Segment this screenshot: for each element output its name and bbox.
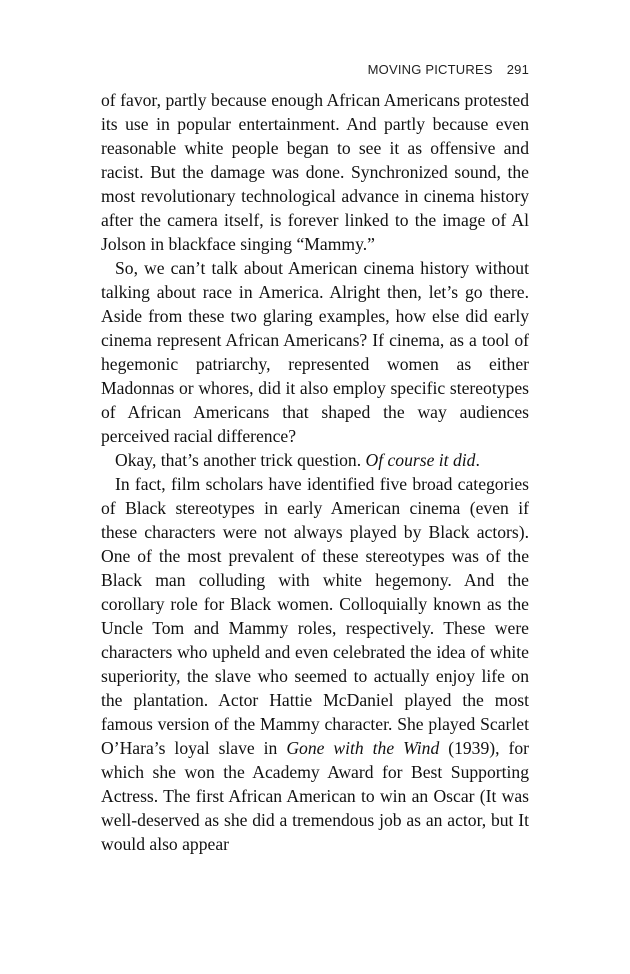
paragraph (101, 448, 529, 472)
paragraph-text: . (475, 450, 480, 470)
italic-emphasis: Of course it did (365, 450, 476, 470)
film-title: Gone with the Wind (286, 738, 440, 758)
paragraph-text: So, we can’t talk about American cinema history without talking about race in America. Alright then, let’s go there. Aside from these two glaring examples, how else did early cinema represent African Americans? If cinema, as a tool of hegemonic patriarchy, represented women as either Madonnas or whores, did it also employ specific stereotypes of African Americans that shaped the way audiences perceived racial difference? (101, 258, 529, 446)
paragraph-text: (1939), for which she won the Academy Award for Best Supporting Actress. The first African American to win an Oscar (It was well-deserved as she did a tremendous job as an actor, but It would also appear (101, 738, 529, 854)
paragraph (101, 256, 529, 448)
body-text (101, 88, 529, 856)
paragraph-text: of favor, partly because enough African Americans protested its use in popular entertainment. And partly because even reasonable white people began to see it as offensive and racist. But the damage was done. Synchronized sound, the most revolutionary technological advance in cinema history after the camera itself, is forever linked to the image of Al Jolson in blackface singing “Mammy.” (101, 90, 529, 254)
running-title: MOVING PICTURES (367, 62, 493, 77)
page-number: 291 (506, 62, 529, 77)
paragraph (101, 88, 529, 256)
paragraph-text: In fact, film scholars have identified five broad categories of Black stereotypes in early American cinema (even if these characters were not always played by Black actors). One of the most prevalent of these stereotypes was of the Black man colluding with white hegemony. And the corollary role for Black women. Colloquially known as the Uncle Tom and Mammy roles, respectively. These were characters who upheld and even celebrated the idea of white superiority, the slave who seemed to actually enjoy life on the plantation. Actor Hattie McDaniel played the most famous version of the Mammy character. She played Scarlet O’Hara’s loyal slave in (101, 474, 529, 758)
paragraph (101, 472, 529, 856)
paragraph-text: Okay, that’s another trick question. (115, 450, 366, 470)
running-head (368, 62, 529, 77)
